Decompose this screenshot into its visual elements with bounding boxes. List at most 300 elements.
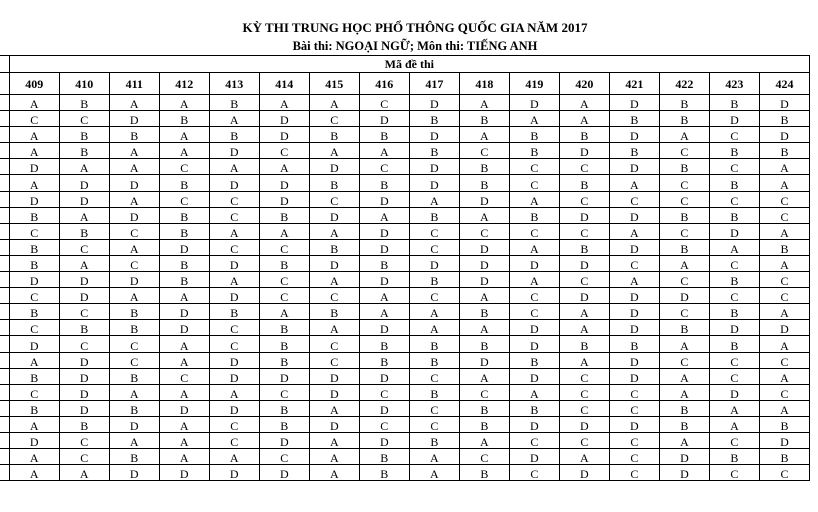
answer-cell: B [659, 207, 709, 223]
row-label-cell [0, 223, 9, 239]
answer-cell: D [609, 95, 659, 111]
answer-cell: A [209, 223, 259, 239]
answer-cell: C [459, 223, 509, 239]
answer-cell: C [209, 191, 259, 207]
answer-cell: C [109, 336, 159, 352]
answer-cell: B [9, 400, 59, 416]
answer-cell: C [209, 320, 259, 336]
answer-cell: B [59, 320, 109, 336]
answer-cell: C [559, 223, 609, 239]
answer-cell: A [259, 95, 309, 111]
answer-row [0, 255, 810, 271]
row-label-cell [0, 449, 9, 465]
answer-cell: C [509, 159, 559, 175]
answer-cell: B [9, 368, 59, 384]
answer-cell: B [509, 127, 559, 143]
answer-cell: C [359, 95, 409, 111]
answer-cell: D [609, 159, 659, 175]
answer-cell: C [459, 143, 509, 159]
answer-row [0, 143, 810, 159]
answer-key-table [0, 55, 810, 481]
answer-cell: B [109, 368, 159, 384]
answer-cell: B [9, 304, 59, 320]
answer-cell: D [209, 175, 259, 191]
answer-cell: A [59, 159, 109, 175]
answer-cell: D [409, 95, 459, 111]
answer-cell: C [59, 304, 109, 320]
answer-cell: A [659, 432, 709, 448]
answer-cell: C [409, 239, 459, 255]
answer-cell: C [609, 400, 659, 416]
answer-row [0, 400, 810, 416]
answer-cell: C [559, 191, 609, 207]
answer-cell: A [209, 384, 259, 400]
answer-cell: D [159, 239, 209, 255]
answer-row [0, 223, 810, 239]
answer-cell: D [759, 432, 809, 448]
answer-cell: B [209, 304, 259, 320]
answer-cell: B [759, 239, 809, 255]
answer-cell: C [559, 159, 609, 175]
answer-cell: B [359, 352, 409, 368]
answer-cell: D [659, 449, 709, 465]
answer-cell: A [9, 352, 59, 368]
answer-cell: A [409, 449, 459, 465]
answer-cell: B [9, 239, 59, 255]
answer-cell: B [409, 336, 459, 352]
answer-cell: A [359, 207, 409, 223]
answer-cell: B [709, 272, 759, 288]
answer-cell: A [409, 304, 459, 320]
answer-cell: D [609, 368, 659, 384]
exam-code-cell: 420 [559, 73, 609, 95]
answer-cell: D [509, 449, 559, 465]
answer-cell: D [559, 143, 609, 159]
answer-cell: A [109, 95, 159, 111]
answer-row [0, 175, 810, 191]
answer-cell: B [409, 352, 459, 368]
exam-code-caption: Mã đề thi [9, 56, 809, 73]
answer-cell: D [309, 255, 359, 271]
answer-cell: B [59, 95, 109, 111]
answer-row [0, 127, 810, 143]
answer-cell: A [309, 449, 359, 465]
answer-cell: A [259, 223, 309, 239]
answer-cell: D [209, 465, 259, 481]
answer-cell: A [109, 159, 159, 175]
answer-cell: A [759, 368, 809, 384]
answer-cell: D [359, 191, 409, 207]
exam-code-row [0, 73, 810, 95]
answer-cell: D [359, 239, 409, 255]
row-label-cell [0, 175, 9, 191]
answer-cell: A [9, 143, 59, 159]
answer-cell: A [159, 95, 209, 111]
answer-row [0, 416, 810, 432]
answer-cell: A [709, 416, 759, 432]
answer-cell: B [459, 416, 509, 432]
answer-cell: A [459, 207, 509, 223]
answer-row [0, 272, 810, 288]
answer-cell: A [109, 288, 159, 304]
answer-cell: D [59, 175, 109, 191]
answer-cell: C [759, 384, 809, 400]
answer-cell: C [59, 449, 109, 465]
answer-cell: A [509, 239, 559, 255]
answer-cell: A [9, 465, 59, 481]
answer-cell: B [109, 449, 159, 465]
exam-code-cell: 417 [409, 73, 459, 95]
answer-cell: A [709, 400, 759, 416]
answer-cell: D [359, 272, 409, 288]
answer-cell: B [359, 449, 409, 465]
answer-cell: B [9, 255, 59, 271]
answer-cell: A [159, 416, 209, 432]
answer-cell: D [709, 111, 759, 127]
answer-cell: C [59, 336, 109, 352]
answer-cell: A [159, 288, 209, 304]
answer-cell: A [409, 465, 459, 481]
answer-cell: C [209, 207, 259, 223]
answer-cell: C [9, 288, 59, 304]
answer-cell: B [759, 143, 809, 159]
answer-cell: B [409, 111, 459, 127]
answer-cell: C [709, 352, 759, 368]
answer-cell: A [359, 304, 409, 320]
page-title: KỲ THI TRUNG HỌC PHỔ THÔNG QUỐC GIA NĂM 2017 [242, 20, 588, 35]
answer-cell: D [259, 432, 309, 448]
exam-code-cell: 422 [659, 73, 709, 95]
answer-cell: D [759, 127, 809, 143]
row-label-cell [0, 111, 9, 127]
exam-code-cell: 421 [609, 73, 659, 95]
answer-cell: D [59, 191, 109, 207]
answer-cell: D [609, 207, 659, 223]
answer-cell: C [659, 223, 709, 239]
answer-cell: B [509, 400, 559, 416]
row-label-cell [0, 127, 9, 143]
answer-row [0, 384, 810, 400]
answer-cell: C [309, 336, 359, 352]
answer-cell: B [759, 111, 809, 127]
answer-cell: A [159, 384, 209, 400]
answer-cell: B [609, 336, 659, 352]
answer-cell: A [9, 416, 59, 432]
answer-cell: B [459, 400, 509, 416]
answer-cell: C [259, 239, 309, 255]
answer-cell: B [709, 304, 759, 320]
answer-cell: B [159, 111, 209, 127]
row-label-cell [0, 255, 9, 271]
answer-cell: B [159, 175, 209, 191]
answer-cell: D [109, 272, 159, 288]
answer-cell: A [759, 159, 809, 175]
answer-cell: D [509, 336, 559, 352]
answer-cell: D [159, 320, 209, 336]
answer-cell: C [159, 159, 209, 175]
row-label-cell [0, 272, 9, 288]
answer-cell: D [509, 416, 559, 432]
answer-cell: C [159, 368, 209, 384]
row-label-cell [0, 432, 9, 448]
answer-cell: C [9, 223, 59, 239]
answer-cell: D [609, 320, 659, 336]
answer-cell: C [59, 432, 109, 448]
answer-cell: A [159, 127, 209, 143]
answer-cell: B [259, 400, 309, 416]
answer-cell: D [309, 416, 359, 432]
answer-cell: C [759, 207, 809, 223]
answer-cell: A [759, 175, 809, 191]
answer-cell: A [209, 272, 259, 288]
answer-cell: D [509, 320, 559, 336]
answer-cell: A [609, 272, 659, 288]
answer-cell: B [409, 272, 459, 288]
answer-cell: B [109, 400, 159, 416]
answer-cell: D [259, 127, 309, 143]
row-label-cell [0, 304, 9, 320]
answer-cell: B [509, 207, 559, 223]
answer-cell: C [259, 449, 309, 465]
answer-cell: D [309, 368, 359, 384]
answer-cell: A [309, 95, 359, 111]
exam-code-cell: 418 [459, 73, 509, 95]
answer-cell: B [159, 223, 209, 239]
answer-cell: A [609, 175, 659, 191]
answer-cell: B [59, 223, 109, 239]
answer-cell: D [109, 207, 159, 223]
answer-cell: B [59, 143, 109, 159]
answer-cell: D [209, 368, 259, 384]
answer-cell: C [109, 223, 159, 239]
answer-cell: D [259, 368, 309, 384]
answer-cell: B [509, 352, 559, 368]
answer-cell: D [359, 223, 409, 239]
answer-cell: D [159, 304, 209, 320]
answer-cell: A [559, 320, 609, 336]
row-label-cell [0, 416, 9, 432]
answer-cell: B [709, 336, 759, 352]
answer-cell: C [109, 255, 159, 271]
answer-cell: B [459, 304, 509, 320]
answer-cell: C [609, 191, 659, 207]
answer-cell: A [259, 304, 309, 320]
answer-cell: C [309, 111, 359, 127]
answer-cell: C [759, 465, 809, 481]
answer-cell: D [709, 320, 759, 336]
answer-cell: A [359, 288, 409, 304]
answer-cell: B [559, 175, 609, 191]
answer-cell: A [159, 336, 209, 352]
exam-code-cell: 409 [9, 73, 59, 95]
answer-cell: B [359, 336, 409, 352]
answer-cell: C [209, 336, 259, 352]
answer-cell: B [159, 207, 209, 223]
answer-cell: D [509, 95, 559, 111]
answer-cell: B [559, 336, 609, 352]
answer-row [0, 352, 810, 368]
answer-cell: A [359, 143, 409, 159]
answer-cell: D [59, 368, 109, 384]
row-label-cell [0, 207, 9, 223]
answer-cell: C [409, 368, 459, 384]
answer-row [0, 449, 810, 465]
answer-cell: D [209, 352, 259, 368]
answer-cell: B [459, 111, 509, 127]
answer-cell: C [709, 255, 759, 271]
answer-cell: C [259, 384, 309, 400]
answer-row [0, 304, 810, 320]
row-label-cell [0, 56, 9, 73]
answer-cell: D [109, 111, 159, 127]
answer-cell: C [709, 465, 759, 481]
answer-cell: B [359, 465, 409, 481]
answer-cell: B [659, 111, 709, 127]
answer-cell: D [559, 207, 609, 223]
answer-cell: B [309, 127, 359, 143]
answer-cell: B [709, 143, 759, 159]
answer-cell: C [159, 191, 209, 207]
row-label-cell [0, 239, 9, 255]
answer-cell: B [209, 95, 259, 111]
answer-cell: D [109, 465, 159, 481]
answer-cell: B [259, 255, 309, 271]
answer-cell: C [259, 288, 309, 304]
answer-cell: A [559, 111, 609, 127]
answer-cell: D [259, 191, 309, 207]
answer-cell: A [459, 320, 509, 336]
answer-cell: B [259, 352, 309, 368]
answer-cell: C [609, 465, 659, 481]
answer-cell: D [459, 239, 509, 255]
answer-cell: A [759, 223, 809, 239]
row-label-cell [0, 95, 9, 111]
answer-cell: D [359, 432, 409, 448]
exam-code-cell: 411 [109, 73, 159, 95]
answer-cell: C [709, 191, 759, 207]
answer-cell: D [59, 288, 109, 304]
answer-cell: C [359, 159, 409, 175]
answer-cell: A [409, 320, 459, 336]
answer-cell: A [259, 159, 309, 175]
answer-cell: A [459, 127, 509, 143]
answer-cell: A [59, 465, 109, 481]
answer-cell: D [409, 159, 459, 175]
answer-cell: D [559, 465, 609, 481]
answer-cell: A [659, 368, 709, 384]
answer-cell: B [359, 255, 409, 271]
answer-cell: B [659, 95, 709, 111]
answer-cell: D [9, 336, 59, 352]
answer-cell: C [509, 175, 559, 191]
answer-cell: D [359, 400, 409, 416]
answer-cell: A [109, 191, 159, 207]
answer-cell: B [509, 143, 559, 159]
answer-cell: D [609, 239, 659, 255]
answer-cell: B [359, 127, 409, 143]
answer-cell: C [759, 191, 809, 207]
answer-cell: A [9, 127, 59, 143]
answer-cell: A [509, 272, 559, 288]
answer-cell: C [209, 432, 259, 448]
answer-cell: B [659, 239, 709, 255]
answer-cell: D [9, 159, 59, 175]
answer-cell: B [309, 175, 359, 191]
answer-cell: D [9, 191, 59, 207]
answer-cell: B [459, 465, 509, 481]
answer-cell: B [609, 111, 659, 127]
answer-cell: A [509, 111, 559, 127]
answer-cell: A [459, 288, 509, 304]
answer-cell: A [409, 191, 459, 207]
exam-code-cell: 413 [209, 73, 259, 95]
row-label-cell [0, 336, 9, 352]
answer-cell: C [9, 111, 59, 127]
answer-cell: A [309, 465, 359, 481]
answer-cell: C [659, 272, 709, 288]
answer-cell: A [209, 159, 259, 175]
answer-cell: C [259, 143, 309, 159]
answer-cell: A [759, 304, 809, 320]
exam-code-cell: 416 [359, 73, 409, 95]
answer-cell: D [559, 288, 609, 304]
caption-row [0, 56, 810, 73]
answer-cell: C [259, 272, 309, 288]
answer-cell: A [509, 191, 559, 207]
answer-cell: B [459, 159, 509, 175]
exam-code-cell: 414 [259, 73, 309, 95]
answer-cell: A [459, 95, 509, 111]
answer-cell: D [209, 288, 259, 304]
answer-cell: C [709, 288, 759, 304]
answer-cell: D [409, 175, 459, 191]
answer-cell: A [109, 143, 159, 159]
answer-cell: A [759, 400, 809, 416]
answer-cell: D [259, 175, 309, 191]
answer-cell: D [459, 352, 509, 368]
answer-cell: D [659, 465, 709, 481]
exam-code-cell: 423 [709, 73, 759, 95]
answer-cell: D [109, 416, 159, 432]
answer-cell: D [259, 465, 309, 481]
row-label-cell [0, 368, 9, 384]
answer-row [0, 191, 810, 207]
answer-cell: B [459, 336, 509, 352]
answer-row [0, 465, 810, 481]
answer-cell: A [559, 352, 609, 368]
page-subtitle: Bài thi: NGOẠI NGỮ; Môn thi: TIẾNG ANH [292, 39, 538, 53]
answer-cell: C [709, 432, 759, 448]
answer-cell: D [709, 384, 759, 400]
answer-row [0, 239, 810, 255]
answer-cell: C [659, 352, 709, 368]
answer-row [0, 336, 810, 352]
answer-cell: C [59, 111, 109, 127]
answer-cell: A [159, 352, 209, 368]
answer-cell: D [259, 111, 309, 127]
answer-cell: C [609, 255, 659, 271]
answer-cell: B [759, 416, 809, 432]
answer-cell: C [9, 320, 59, 336]
answer-cell: A [459, 432, 509, 448]
answer-cell: D [159, 465, 209, 481]
answer-cell: D [409, 127, 459, 143]
answer-cell: C [409, 288, 459, 304]
answer-cell: B [59, 416, 109, 432]
answer-cell: D [359, 368, 409, 384]
answer-cell: D [209, 255, 259, 271]
row-label-cell [0, 352, 9, 368]
